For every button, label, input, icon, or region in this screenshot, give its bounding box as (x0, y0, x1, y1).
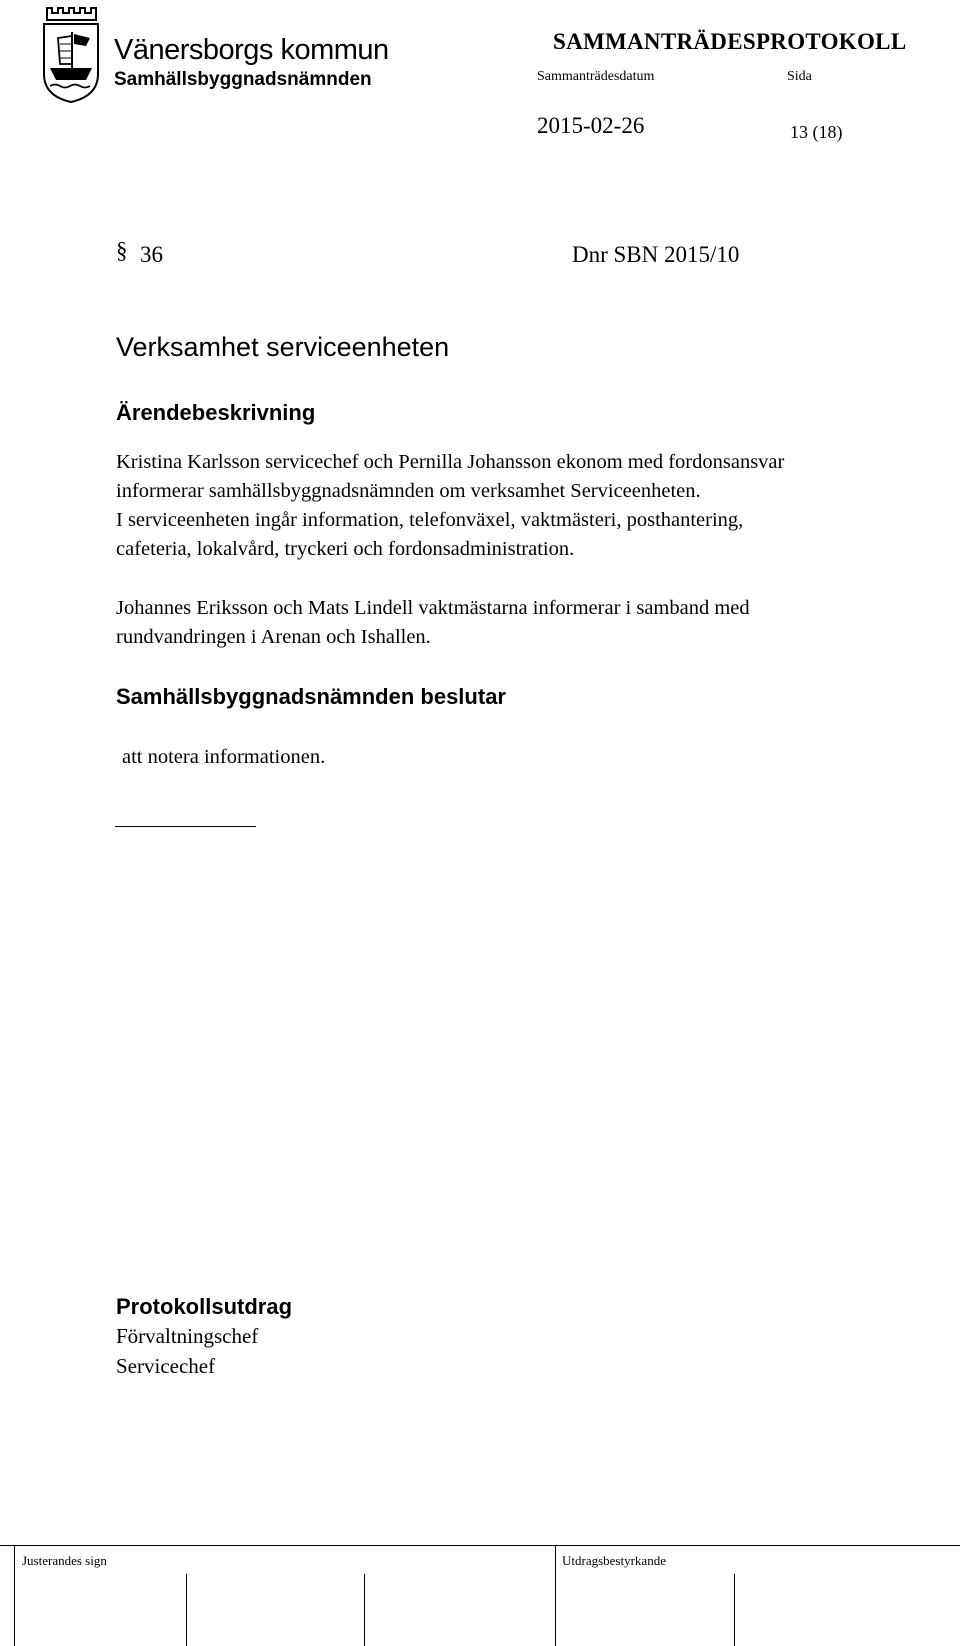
text-line: cafeteria, lokalvård, tryckeri och fordonsadministration. (116, 538, 575, 560)
description-heading: Ärendebeskrivning (116, 400, 316, 425)
page-number: 13 (18) (790, 122, 843, 142)
certification-label: Utdragsbestyrkande (562, 1553, 666, 1568)
decision-text: att notera informationen. (122, 746, 326, 768)
text-line: Johannes Eriksson och Mats Lindell vaktmästarna informerar i samband med (116, 597, 750, 619)
page-label: Sida (787, 69, 812, 84)
case-number: Dnr SBN 2015/10 (572, 242, 740, 267)
recipient-item: Förvaltningschef (116, 1324, 259, 1348)
adjuster-signature-label: Justerandes sign (22, 1553, 107, 1568)
text-line: Kristina Karlsson servicechef och Pernilla Johansson ekonom med fordonsansvar (116, 451, 785, 473)
signature-box-divider (734, 1574, 735, 1646)
municipal-ship-crest-icon (38, 4, 104, 104)
recipient-item: Servicechef (116, 1354, 216, 1378)
signature-box-border (555, 1546, 556, 1646)
section-number: 36 (140, 242, 163, 267)
department-name: Samhällsbyggnadsnämnden (114, 69, 372, 90)
signature-box-divider (186, 1574, 187, 1646)
signature-box-divider (364, 1574, 365, 1646)
distribution-heading: Protokollsutdrag (116, 1294, 293, 1319)
tour-paragraph (116, 594, 750, 652)
item-title: Verksamhet serviceenheten (116, 332, 450, 362)
text-line: rundvandringen i Arenan och Ishallen. (116, 626, 431, 648)
meeting-date: 2015-02-26 (537, 113, 645, 138)
decision-heading: Samhällsbyggnadsnämnden beslutar (116, 684, 506, 709)
footer-divider (0, 1545, 960, 1546)
text-line: I serviceenheten ingår information, telefonväxel, vaktmästeri, posthantering, (116, 509, 744, 531)
section-symbol: § (116, 238, 128, 263)
text-line: informerar samhällsbyggnadsnämnden om verksamhet Serviceenheten. (116, 480, 701, 502)
organization-name: Vänersborgs kommun (114, 34, 389, 66)
description-paragraph (116, 448, 784, 564)
signature-box-border (14, 1546, 15, 1646)
meeting-date-label: Sammanträdesdatum (537, 69, 655, 84)
end-divider (115, 826, 256, 827)
document-type: SAMMANTRÄDESPROTOKOLL (553, 29, 907, 54)
